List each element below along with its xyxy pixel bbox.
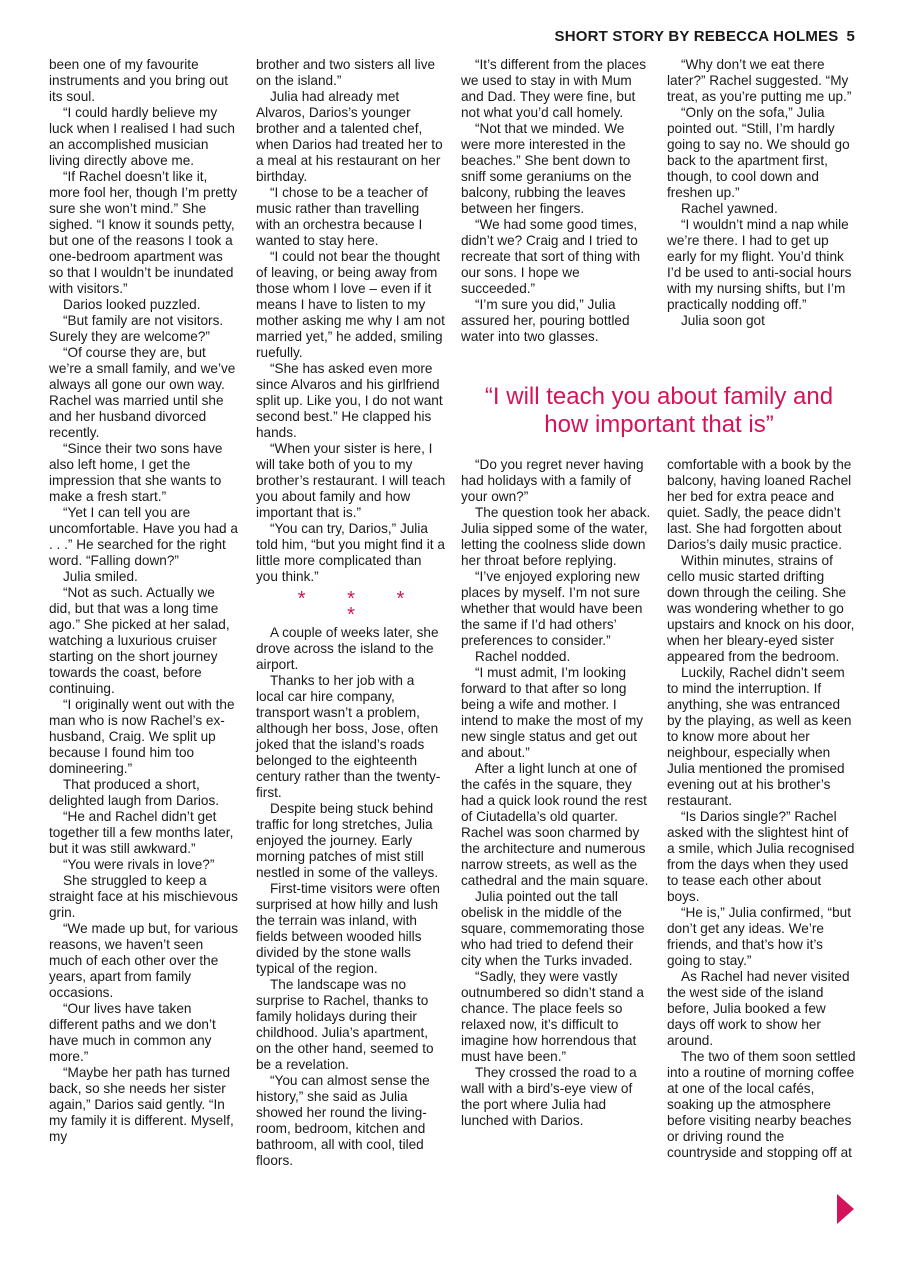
paragraph: “It’s different from the places we used to stay in with Mum and Dad. They were fine, but not what you’d call homely. bbox=[461, 57, 647, 120]
column-2-bottom bbox=[256, 625, 446, 1169]
section-break-stars: * * * * bbox=[297, 588, 423, 626]
column-3-top bbox=[461, 57, 651, 345]
paragraph: She struggled to keep a straight face at his mischievous grin. bbox=[49, 873, 238, 920]
paragraph: Julia soon got bbox=[681, 313, 765, 328]
paragraph: As Rachel had never visited the west side of the island before, Julia booked a few days off work to show her around. bbox=[667, 969, 850, 1048]
paragraph: “When your sister is here, I will take both of you to my brother’s restaurant. I will teach you about family and how important that is.” bbox=[256, 441, 446, 520]
paragraph: “Why don’t we eat there later?” Rachel suggested. “My treat, as you’re putting me up.” bbox=[667, 57, 852, 104]
paragraph: “Since their two sons have also left home, I get the impression that she wants to make a fresh start.” bbox=[49, 441, 223, 504]
paragraph: “If Rachel doesn’t like it, more fool her, though I’m pretty sure she won’t mind.” She sighed. “I know it sounds petty, but one of the reasons I took a one-bedroom apartment was so that I wouldn’t be inundated with visitors.” bbox=[49, 169, 238, 296]
paragraph: “I wouldn’t mind a nap while we’re there. I had to get up early for my flight. You’d think I’d be used to anti-social hours with my nursing shifts, but I’m practically nodding off.” bbox=[667, 217, 852, 312]
paragraph: Rachel yawned. bbox=[681, 201, 778, 216]
column-2 bbox=[256, 57, 446, 1169]
column-4-top bbox=[667, 57, 857, 329]
pull-quote: “I will teach you about family and how important that is” bbox=[484, 383, 834, 438]
paragraph: Thanks to her job with a local car hire company, transport wasn’t a problem, although her boss, Jose, often joked that the island’s roads belonged to the eighteenth century rather than the twenty-first. bbox=[256, 673, 441, 800]
paragraph: They crossed the road to a wall with a bird’s-eye view of the port where Julia had lunched with Darios. bbox=[461, 1065, 637, 1128]
paragraph: “Not that we minded. We were more interested in the beaches.” She bent down to sniff some geraniums on the balcony, rubbing the leaves between her fingers. bbox=[461, 121, 632, 216]
paragraph: “I chose to be a teacher of music rather than travelling with an orchestra because I wanted to stay here. bbox=[256, 185, 428, 248]
continue-arrow-icon bbox=[837, 1194, 854, 1224]
column-4-bottom bbox=[667, 457, 857, 1161]
paragraph: “Not as such. Actually we did, but that was a long time ago.” She picked at her salad, watching a luxurious cruiser starting on the short journey towards the coast, before continuing. bbox=[49, 585, 230, 696]
paragraph: “Our lives have taken different paths and we don’t have much in common any more.” bbox=[49, 1001, 216, 1064]
paragraph: “I must admit, I’m looking forward to that after so long being a wife and mother. I intend to make the most of my new single status and get out and about.” bbox=[461, 665, 644, 760]
paragraph: comfortable with a book by the balcony, having loaned Rachel her bed for extra peace and quiet. Sadly, the peace didn’t last. She had forgotten about Darios’s daily music practice. bbox=[667, 457, 852, 552]
paragraph: “We had some good times, didn’t we? Craig and I tried to recreate that sort of thing with our sons. I hope we succeeded.” bbox=[461, 217, 641, 296]
paragraph: “I could not bear the thought of leaving, or being away from those whom I love – even if it means I have to listen to my mother asking me why I am not married yet,” he added, smiling ruefully. bbox=[256, 249, 445, 360]
paragraph: “Is Darios single?” Rachel asked with the slightest hint of a smile, which Julia recognised from the days when they used to tease each other about boys. bbox=[667, 809, 855, 904]
paragraph: “He and Rachel didn’t get together till a few months later, but it was still awkward.” bbox=[49, 809, 234, 856]
paragraph: The two of them soon settled into a routine of morning coffee at one of the local cafés, soaking up the atmosphere before visiting nearby beaches or driving round the countryside and stopping off at bbox=[667, 1049, 856, 1160]
paragraph: “Yet I can tell you are uncomfortable. Have you had a . . .” He searched for the right word. “Falling down?” bbox=[49, 505, 238, 568]
paragraph: That produced a short, delighted laugh from Darios. bbox=[49, 777, 220, 808]
paragraph: “I’m sure you did,” Julia assured her, pouring bottled water into two glasses. bbox=[461, 297, 630, 344]
paragraph: First-time visitors were often surprised at how hilly and lush the terrain was inland, with fields between wooded hills divided by the stone walls typical of the region. bbox=[256, 881, 440, 976]
paragraph: “I could hardly believe my luck when I realised I had such an accomplished musician living directly above me. bbox=[49, 105, 235, 168]
paragraph: “You were rivals in love?” bbox=[63, 857, 215, 872]
paragraph: brother and two sisters all live on the island.” bbox=[256, 57, 436, 88]
paragraph: “You can try, Darios,” Julia told him, “but you might find it a little more complicated than you think.” bbox=[256, 521, 445, 584]
paragraph: Within minutes, strains of cello music started drifting down through the ceiling. She was wondering whether to go upstairs and knock on his door, when her bleary-eyed sister appeared from the bedroom. bbox=[667, 553, 855, 664]
running-title: SHORT STORY BY REBECCA HOLMES bbox=[554, 28, 839, 45]
column-3-bottom bbox=[461, 457, 651, 1129]
paragraph: “Do you regret never having had holidays with a family of your own?” bbox=[461, 457, 644, 504]
paragraph: been one of my favourite instruments and you bring out its soul. bbox=[49, 57, 229, 104]
paragraph: Julia smiled. bbox=[63, 569, 138, 584]
paragraph: “Only on the sofa,” Julia pointed out. “Still, I’m hardly going to say no. We should go back to the apartment first, though, to cool down and freshen up.” bbox=[667, 105, 850, 200]
paragraph: “He is,” Julia confirmed, “but don’t get any ideas. We’re friends, and that’s how it’s going to stay.” bbox=[667, 905, 851, 968]
paragraph: “You can almost sense the history,” she said as Julia showed her round the living-room, bedroom, kitchen and bathroom, all with cool, tiled floors. bbox=[256, 1073, 430, 1168]
paragraph: “Of course they are, but we’re a small family, and we’ve always all gone our own way. Rachel was married until she and her husband divorced recently. bbox=[49, 345, 236, 440]
paragraph: “We made up but, for various reasons, we haven’t seen much of each other over the years, apart from family occasions. bbox=[49, 921, 239, 1000]
paragraph: After a light lunch at one of the cafés in the square, they had a quick look round the rest of Ciutadella’s old quarter. Rachel was soon charmed by the architecture and numerous narrow streets, as well as the cathedral and the main square. bbox=[461, 761, 649, 888]
column-1 bbox=[49, 57, 239, 1145]
paragraph: Darios looked puzzled. bbox=[63, 297, 201, 312]
paragraph: “I originally went out with the man who is now Rachel’s ex-husband, Craig. We split up because I found him too domineering.” bbox=[49, 697, 235, 776]
column-2-top bbox=[256, 57, 446, 585]
paragraph: A couple of weeks later, she drove across the island to the airport. bbox=[256, 625, 439, 672]
paragraph: Julia had already met Alvaros, Darios’s younger brother and a talented chef, when Darios had treated her to a meal at his restaurant on her birthday. bbox=[256, 89, 443, 184]
paragraph: Luckily, Rachel didn’t seem to mind the interruption. If anything, she was entranced by the playing, as well as keen to know more about her neighbour, especially when Julia mentioned the promised evening out at his brother’s restaurant. bbox=[667, 665, 852, 808]
paragraph: Despite being stuck behind traffic for long stretches, Julia enjoyed the journey. Early morning patches of mist still nestled in some of the valleys. bbox=[256, 801, 439, 880]
paragraph: “I’ve enjoyed exploring new places by myself. I’m not sure whether that would have been the same if I’d had others’ preferences to consider.” bbox=[461, 569, 643, 648]
paragraph: Rachel nodded. bbox=[475, 649, 571, 664]
page-number: 5 bbox=[846, 28, 855, 45]
paragraph: “Sadly, they were vastly outnumbered so didn’t stand a chance. The place feels so relaxed now, it’s difficult to imagine how horrendous that must have been.” bbox=[461, 969, 644, 1064]
paragraph: “But family are not visitors. Surely they are welcome?” bbox=[49, 313, 224, 344]
page-header bbox=[555, 28, 855, 45]
paragraph: “She has asked even more since Alvaros and his girlfriend split up. Like you, I do not want second best.” He clapped his hands. bbox=[256, 361, 443, 440]
paragraph: The landscape was no surprise to Rachel, thanks to family holidays during their childhood. Julia’s apartment, on the other hand, seemed to be a revelation. bbox=[256, 977, 434, 1072]
paragraph: The question took her aback. Julia sipped some of the water, letting the coolness slide down her throat before replying. bbox=[461, 505, 651, 568]
paragraph: “Maybe her path has turned back, so she needs her sister again,” Darios said gently. “In my family it is different. Myself, my bbox=[49, 1065, 234, 1144]
paragraph: Julia pointed out the tall obelisk in the middle of the square, commemorating those who had tried to defend their city when the Turks invaded. bbox=[461, 889, 645, 968]
